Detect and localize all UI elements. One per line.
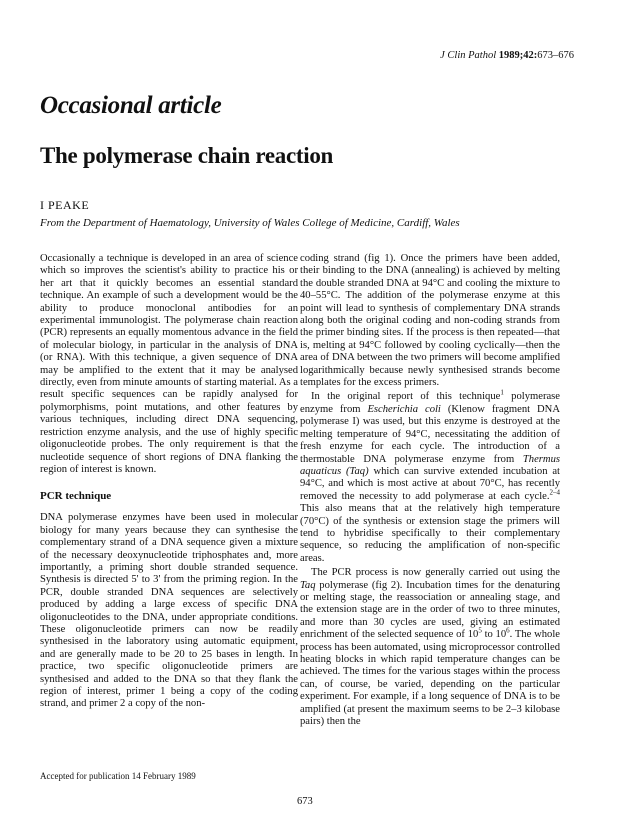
right-column bbox=[300, 253, 560, 728]
intro-paragraph: Occasionally a technique is developed in an area of science which so improves the scientist's ability to practice his or her art that it quickly becomes an essential standard technique. An example of such a development would be the ability to produce monoclonal antibodies for an experimental immunologist. The polymerase chain reaction (PCR) represents an equally momentous advance in the field of molecular biology, in particular in the analysis of DNA (or RNA). With this technique, a given sequence of DNA may be amplified to the extent that it may be analysed directly, even from minute amounts of starting material. As a result specific sequences can be rapidly analysed for polymorphisms, point mutations, and other features by various techniques, including direct DNA sequencing, restriction enzyme analysis, and the use of highly specific oligonucleotide probes. The only requirement is that the nucleotide sequence of short regions of DNA flanking the region of interest is known. bbox=[40, 253, 298, 475]
reference-marker: 1 bbox=[500, 388, 504, 397]
affiliation: From the Department of Haematology, University of Wales College of Medicine, Cardiff, Wales bbox=[40, 217, 460, 229]
accepted-note: Accepted for publication 14 February 1989 bbox=[40, 771, 196, 781]
right-paragraph-2: In the original report of this technique$^1$ polymerase enzyme from Escherichia coli (Klenow fragment DNA polymerase I) was used, but this enzyme is destroyed at the melting temperature of 94°C, necessitating the addition of fresh enzyme for each cycle. The introduction of a thermostable DNA polymerase enzyme from Thermus aquaticus (Taq) which can survive extended incubation at 94°C, and which is most active at about 70°C, has recently removed the necessity to add polymerase at each cycle.$^{2-4}$ This also means that at the relatively high temperature (70°C) of the synthesis or extension stage the primers will tend to hybridise specifically to their complementary sequence, so reducing the amplification of non-specific areas. bbox=[300, 388, 560, 564]
journal-year-volume: 1989;42: bbox=[498, 50, 538, 61]
exponent: 6 bbox=[506, 626, 510, 635]
right-paragraph-1: coding strand (fig 1). Once the primers have been added, their binding to the DNA (annealing) is achieved by melting the double stranded DNA at 94°C and cooling the mixture to 40–55°C. The addition of the polymerase enzyme at this point will lead to synthesis of complementary DNA strands along both the original coding and non-coding strands from the primer binding sites. If the process is then repeated—that is, melting at 94°C followed by cooling cyclically—then the area of DNA between the two primers will become amplified logarithmically because newly synthesised strands become templates for the excess primers. bbox=[300, 253, 560, 389]
page-number: 673 bbox=[297, 796, 313, 807]
right-paragraph-3: The PCR process is now generally carried out using the Taq polymerase (fig 2). Incubation times for the denaturing or melting stage, the reassociation or annealing stage, and the extension stage are in the order of two to three minutes, and more than 30 cycles are used, giving an estimated enrichment of the selected sequence of $10^5$ to $10^6$. The whole process has been automated, using microprocessor controlled heating blocks in which rapid temperature changes can be achieved. The times for the various stages within the process can, of course, be varied, depending on the particular experiment. For example, if a long sequence of DNA is to be amplified (at present the maximum seems to be 2–3 kilobase pairs) then the bbox=[300, 567, 560, 728]
section-label: Occasional article bbox=[40, 92, 222, 119]
section-heading: PCR technique bbox=[40, 490, 112, 503]
journal-pages: 673–676 bbox=[537, 50, 574, 61]
journal-name: J Clin Pathol bbox=[440, 50, 497, 61]
article-title: The polymerase chain reaction bbox=[40, 143, 334, 168]
exponent: 5 bbox=[478, 626, 482, 635]
left-column bbox=[40, 253, 298, 711]
journal-citation bbox=[440, 50, 574, 61]
pcr-technique-paragraph: DNA polymerase enzymes have been used in molecular biology for many years because they can synthesise the complementary strand of a DNA sequence given a mixture of the necessary deoxynucleotide triphosphates and, more importantly, a priming short double stranded sequence. Synthesis is directed 5' to 3' from the priming region. In the PCR, double stranded DNA sequences are selectively produced by adding a large excess of specific DNA oligonucleotides to the DNA, under appropriate conditions. These oligonucleotide primers can now be readily synthesised in the laboratory using automatic equipment, and are generally made to be 20 to 25 bases in length. In practice, two specific oligonucleotide primers are synthesised and added to the DNA so that they flank the region of interest, primer 1 being a copy of the coding strand, and primer 2 a copy of the non- bbox=[40, 512, 298, 710]
reference-marker: 2–4 bbox=[549, 488, 560, 497]
author: I PEAKE bbox=[40, 198, 90, 212]
